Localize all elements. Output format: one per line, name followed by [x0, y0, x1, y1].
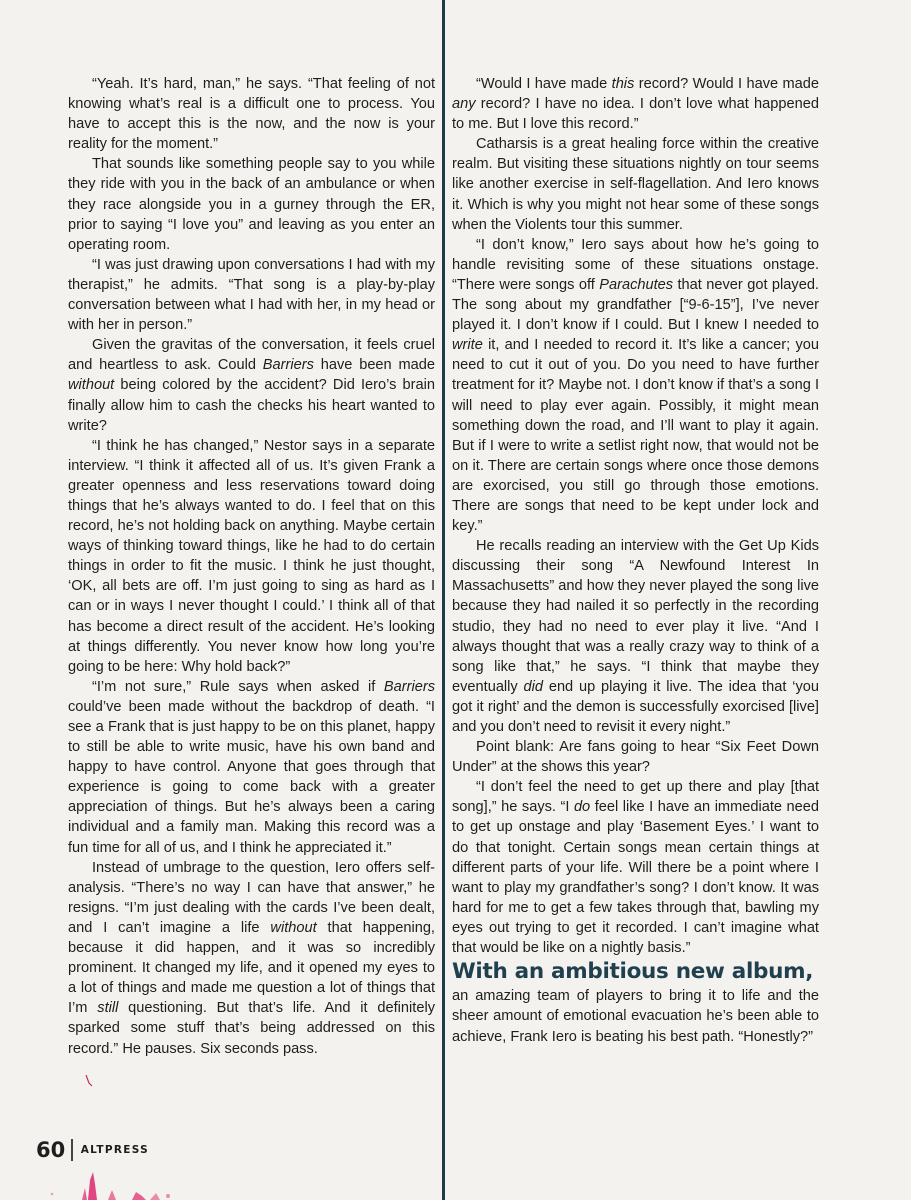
paragraph-text: “I’m not sure,” Rule says when asked if — [92, 678, 384, 695]
article-paragraph — [68, 255, 435, 335]
right-column — [452, 74, 819, 1047]
article-paragraph — [452, 737, 819, 777]
paragraph-text: “I think he has changed,” Nestor says in a separate interview. “I think it affected all of us. It’s given Frank a greater openness and less reservations toward doing things that he’s always wanted to do. I feel that on this record, he’s not holding back on anything. Maybe certain ways of thinking toward things, like he had to do certain things in order to fit the music. I think he just thought, ‘OK, all bets are off. I’m just going to sing as hard as I can or in ways I never thought I could.’ I think all of that has become a direct result of the accident. He’s looking at things differently. You never know how long you’re going to be here: Why hold back?” — [68, 437, 435, 675]
page-number: 60 — [36, 1138, 66, 1162]
article-paragraph — [68, 335, 435, 435]
pull-quote — [452, 958, 819, 1047]
italic-text: do — [573, 799, 591, 816]
pull-quote-headline: With an ambitious new album, — [452, 959, 814, 985]
paragraph-text: end up playing it live. The idea that ‘you got it right’ and the demon is successfully exorcised [live] and you don’t need to revisit it every night.” — [452, 678, 819, 735]
italic-text: without — [68, 377, 115, 394]
article-paragraph — [68, 436, 435, 677]
article-paragraph — [68, 154, 435, 254]
ink-splash-decoration — [0, 1150, 200, 1200]
italic-text: Barriers — [383, 678, 435, 695]
article-paragraph — [452, 74, 819, 134]
paragraph-text: Instead of umbrage to the question, Iero offers self-analysis. “There’s no way I can have that answer,” he resigns. “I’m just dealing with the cards I’ve been dealt, and I can’t imagine a life — [68, 859, 435, 936]
paragraph-text: Catharsis is a great healing force within the creative realm. But visiting these situations nightly on tour seems like another exercise in self-flagellation. And Iero knows it. Which is why you might not hear some of these songs when the Violents tour this summer. — [452, 136, 819, 233]
paragraph-text: that never got played. The song about my grandfather [“9-6-15”], I’ve never played it. I don’t know if I could. But I knew I needed to — [452, 276, 819, 334]
article-paragraph — [452, 134, 819, 234]
paragraph-text: “I was just drawing upon conversations I had with my therapist,” he admits. “That song is a play-by-play conversation between what I had with her, in my head or with her in person.” — [68, 256, 435, 334]
paragraph-text: He recalls reading an interview with the Get Up Kids discussing their song “A Newfound Interest In Massachusetts” and how they never played the song live because they had nailed it so perfectly in the recording studio, they had no need to ever play it live. “And I always thought that was a really crazy way to think of a song like that,” he says. “I think that maybe they eventually — [452, 538, 819, 695]
paragraph-text: have been made — [313, 357, 436, 374]
stray-ink-mark — [84, 1074, 94, 1090]
italic-text: any — [452, 96, 476, 113]
italic-text: did — [523, 678, 544, 695]
paragraph-text: could’ve been made without the backdrop of death. “I see a Frank that is just happy to be on this planet, happy to still be able to write music, have his own band and happy to have control. Anyone that goes through that experience is going to come back with a greater appreciation of things. But he’s always been a caring individual and a family man. Making this record was a fun time for all of us, and I think he appreciated it.” — [68, 698, 435, 856]
article-paragraph — [68, 858, 435, 1059]
paragraph-text: it, and I needed to record it. It’s like a cancer; you need to cut it out of you. Do you need to have further treatment for it? Maybe not. I don’t know if that’s a song I will need to play ever again. Possibly, it might mean something down the road, and I’ll want to play it again. But if I were to write a setlist right now, that would not be on it. There are certain songs where once those demons are exorcised, you still go through those emotions. There are songs that need to be kept under lock and key.” — [452, 337, 819, 535]
italic-text: Parachutes — [599, 276, 674, 293]
article-paragraph — [452, 536, 819, 737]
italic-text: this — [611, 76, 635, 92]
paragraph-text: “Would I have made — [476, 76, 612, 92]
italic-text: Barriers — [262, 357, 314, 374]
paragraph-text: “Yeah. It’s hard, man,” he says. “That feeling of not knowing what’s real is a difficult one to process. You have to accept this is the now, and the now is your reality for the moment.” — [68, 76, 435, 153]
italic-text: still — [97, 1000, 119, 1017]
paragraph-text: questioning. But that’s life. And it definitely sparked some stuff that’s being addressed on this record.” He pauses. Six seconds pass. — [68, 1000, 435, 1057]
paragraph-text: record? I have no idea. I don’t love what happened to me. But I love this record.” — [452, 96, 819, 133]
paragraph-text: record? Would I have made — [634, 76, 819, 92]
paragraph-text: feel like I have an immediate need to get up onstage and play ‘Basement Eyes.’ I want to do that tonight. Certain songs mean certain things at different parts of your life. Will there be a point where I want to play my grandfather’s song? I don’t know. It was hard for me to get a few takes through that, bawling my eyes out trying to get it recorded. I can’t imagine what that would be like on a nightly basis.” — [452, 799, 819, 957]
paragraph-text: That sounds like something people say to you while they ride with you in the back of an ambulance or when they race alongside you in a gurney through the ER, prior to saying “I love you” and leaving as you enter an operating room. — [68, 156, 435, 253]
magazine-name: ALTPRESS — [80, 1144, 149, 1156]
paragraph-text: Given the gravitas of the conversation, it feels cruel and heartless to ask. Could — [68, 337, 435, 374]
italic-text: without — [270, 919, 317, 936]
paragraph-text: “I don’t know,” Iero says about how he’s going to handle revisiting some of these situations onstage. “There were songs off — [452, 236, 819, 293]
paragraph-text: being colored by the accident? Did Iero’s brain finally allow him to cash the checks his heart wanted to write? — [68, 377, 435, 434]
paragraph-text: that happening, because it did happen, and it was so incredibly prominent. It changed my life, and it opened my eyes to a lot of things and made me question a lot of things that I’m — [68, 919, 435, 1017]
article-paragraph — [68, 677, 435, 858]
pull-quote-body: an amazing team of players to bring it to life and the sheer amount of emotional evacuation he’s been able to achieve, Frank Iero is beating his best path. “Honestly?” — [452, 988, 819, 1045]
article-paragraph — [452, 777, 819, 958]
right-column-body — [452, 74, 819, 958]
left-column — [68, 74, 435, 1059]
italic-text: write — [452, 337, 483, 354]
article-paragraph — [452, 235, 819, 536]
paragraph-text: “I don’t feel the need to get up there and play [that song],” he says. “I — [452, 779, 819, 816]
paragraph-text: Point blank: Are fans going to hear “Six Feet Down Under” at the shows this year? — [452, 739, 819, 776]
column-divider — [442, 0, 445, 1200]
article-paragraph — [68, 74, 435, 154]
